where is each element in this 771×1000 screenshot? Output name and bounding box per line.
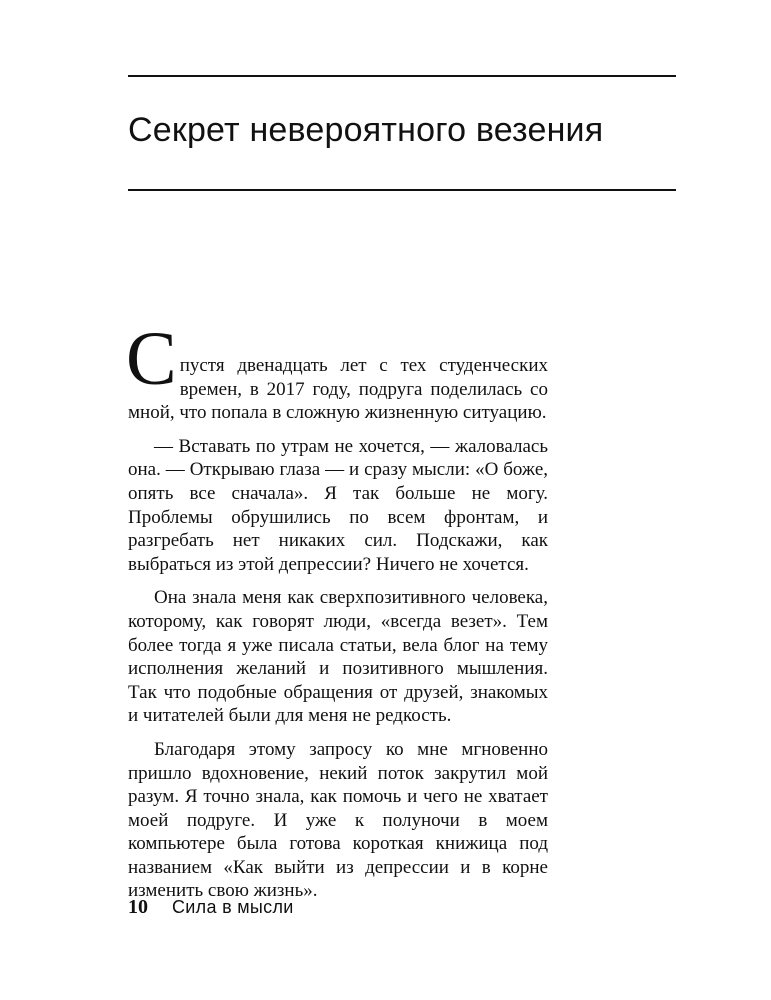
- chapter-title: Секрет невероятного везения: [128, 111, 604, 149]
- paragraph-1: [126, 317, 548, 425]
- chapter-top-rule: [128, 75, 676, 77]
- page-footer: [128, 892, 294, 922]
- page-number: 10: [128, 896, 148, 918]
- paragraph-3: Она знала меня как сверхпозитивного человека, которому, как говорят люди, «всегда везет». Тем более тогда я уже писала статьи, вела блог на тему исполнения желаний и позитивного мышления. Так что подобные обращения от друзей, знакомых и читателей были для меня не редкость.: [128, 587, 548, 727]
- paragraph-4: Благодаря этому запросу ко мне мгновенно пришло вдохновение, некий поток закрутил мой разум. Я точно знала, как помочь и чего не хватает моей подруге. И уже к полуночи в моем компьютере была готова короткая книжица под названием «Как выйти из депрессии и в корне изменить свою жизнь».: [128, 738, 548, 902]
- running-title: Сила в мысли: [172, 897, 294, 917]
- chapter-bottom-rule: [128, 189, 676, 191]
- body-text: [126, 317, 548, 903]
- paragraph-2: — Вставать по утрам не хочется, — жаловалась она. — Открываю глаза — и сразу мысли: «О боже, опять все сначала». Я так больше не могу. Проблемы обрушились по всем фронтам, и разгребать нет никаких сил. Подскажи, как выбраться из этой депрессии? Ничего не хочется.: [128, 435, 548, 575]
- drop-cap: С: [126, 317, 177, 401]
- paragraph-1-text: пустя двенадцать лет с тех студенческих времен, в 2017 году, подруга поделилась со мной, что попала в сложную жизненную ситуацию.: [128, 355, 548, 424]
